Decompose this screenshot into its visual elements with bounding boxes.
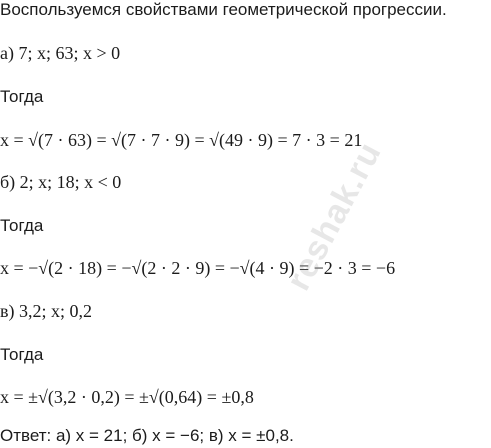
part-b-header: б) 2; x; 18; x < 0 xyxy=(0,172,122,192)
part-a-formula: x = √(7 · 63) = √(7 · 7 · 9) = √(49 · 9) = 7 · 3 = 21 xyxy=(0,130,363,150)
intro-text: Воспользуемся свойствами геометрической прогрессии. xyxy=(0,0,447,19)
part-c-header: в) 3,2; x; 0,2 xyxy=(0,301,92,321)
answer-line: Ответ: а) x = 21; б) x = −6; в) x = ±0,8. xyxy=(0,426,294,445)
part-b-then: Тогда xyxy=(0,216,44,235)
part-b-formula: x = −√(2 · 18) = −√(2 · 2 · 9) = −√(4 · 9) = −2 · 3 = −6 xyxy=(0,258,396,278)
part-a-then: Тогда xyxy=(0,87,44,106)
part-c-formula: x = ±√(3,2 · 0,2) = ±√(0,64) = ±0,8 xyxy=(0,387,254,407)
watermark: reshak.ru xyxy=(279,135,389,297)
part-c-then: Тогда xyxy=(0,345,44,364)
part-a-header: а) 7; x; 63; x > 0 xyxy=(0,43,121,63)
